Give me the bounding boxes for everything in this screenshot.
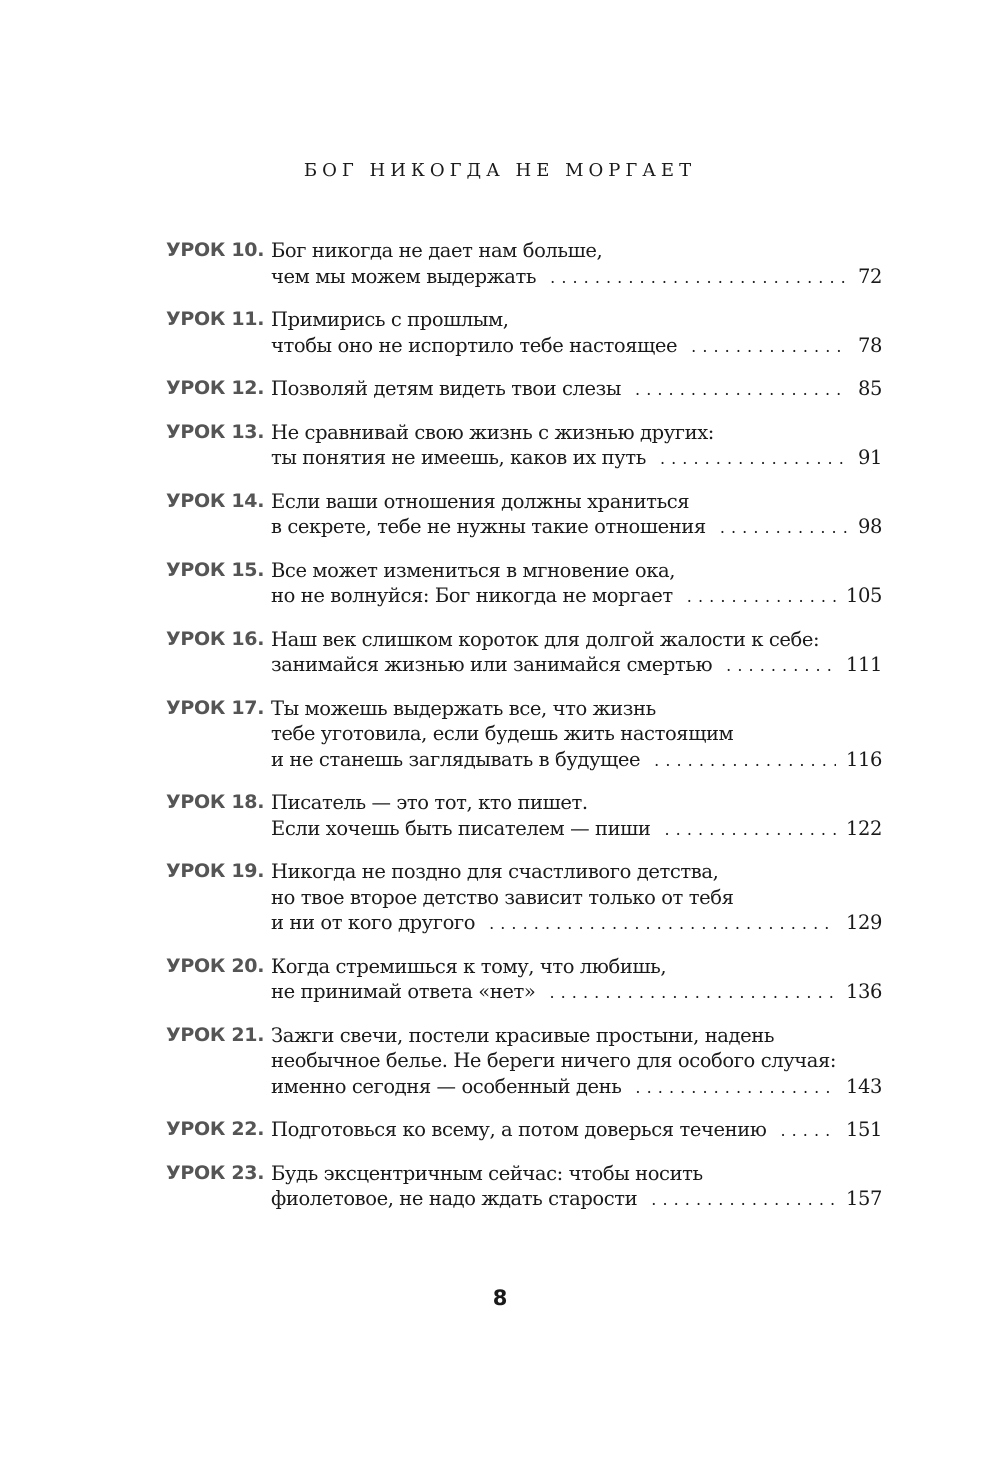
entry-title-line: [271, 1074, 882, 1101]
toc-entry: [166, 859, 882, 937]
dot-leader: [651, 1187, 836, 1213]
lesson-label: УРОК 21.: [166, 1023, 265, 1046]
lesson-label: УРОК 19.: [166, 860, 265, 882]
entry-title-text: но не волнуйся: Бог никогда не моргает: [271, 584, 673, 607]
entry-page-number: 122: [845, 816, 882, 840]
entry-title-line: [271, 1186, 882, 1213]
toc-entry: [166, 1117, 882, 1144]
dot-leader: [635, 377, 848, 403]
entry-title-line: [271, 583, 882, 610]
entry-title-text: не принимай ответа «нет»: [271, 980, 536, 1003]
entry-page-number: 105: [845, 584, 882, 607]
entry-title-text: Подготовься ко всему, а потом доверься течению: [271, 1118, 767, 1141]
toc-entry: [166, 1023, 882, 1101]
entry-page-number: 136: [845, 980, 882, 1003]
entry-title-line: необычное белье. Не береги ничего для особого случая:: [271, 1049, 837, 1072]
entry-title-text: и не станешь заглядывать в будущее: [271, 747, 641, 771]
entry-title-line: [271, 816, 882, 843]
dot-leader: [726, 653, 836, 679]
entry-title-line: [271, 747, 882, 774]
lesson-label: УРОК 20.: [166, 954, 265, 977]
entry-title-line: Все может измениться в мгновение ока,: [271, 558, 676, 582]
lesson-label: УРОК 14.: [166, 489, 265, 512]
entry-title-line: [271, 376, 882, 403]
toc-entry: [166, 954, 882, 1006]
entry-title-line: Зажги свечи, постели красивые простыни, надень: [271, 1023, 775, 1047]
lesson-label: УРОК 17.: [166, 696, 265, 719]
lesson-label: УРОК 18.: [166, 791, 265, 813]
entry-page-number: 151: [845, 1118, 882, 1141]
entry-title-line: Наш век слишком короток для долгой жалости к себе:: [271, 627, 820, 651]
entry-title-text: фиолетовое, не надо ждать старости: [271, 1187, 638, 1210]
toc-entry: [166, 558, 882, 610]
dot-leader: [635, 1075, 836, 1101]
toc-entry: [166, 627, 882, 679]
entry-title-line: Писатель — это тот, кто пишет.: [271, 791, 588, 814]
dot-leader: [691, 334, 848, 360]
dot-leader: [687, 584, 836, 610]
lesson-label: УРОК 11.: [166, 308, 265, 330]
entry-page-number: 143: [845, 1074, 882, 1098]
running-head: БОГ НИКОГДА НЕ МОРГАЕТ: [303, 160, 697, 181]
dot-leader: [654, 748, 836, 774]
toc-entry: [166, 790, 882, 842]
entry-title-text: Позволяй детям видеть твои слезы: [271, 377, 622, 400]
dot-leader: [780, 1118, 836, 1144]
entry-title-line: [271, 445, 882, 472]
entry-title-line: Будь эксцентричным сейчас: чтобы носить: [271, 1161, 703, 1185]
entry-title-text: в секрете, тебе не нужны такие отношения: [271, 515, 706, 538]
entry-title-line: [271, 264, 882, 291]
entry-title-line: [271, 652, 882, 679]
entry-title-line: но твое второе детство зависит только от тебя: [271, 885, 734, 909]
lesson-label: УРОК 12.: [166, 377, 265, 399]
lesson-label: УРОК 16.: [166, 627, 265, 650]
entry-title-line: Никогда не поздно для счастливого детства,: [271, 860, 719, 883]
entry-title-line: [271, 333, 882, 360]
table-of-contents: [166, 238, 882, 1230]
entry-title-line: Когда стремишься к тому, что любишь,: [271, 954, 667, 978]
entry-page-number: 116: [845, 747, 882, 771]
lesson-label: УРОК 10.: [166, 239, 265, 261]
entry-title-line: Примирись с прошлым,: [271, 308, 509, 331]
entry-title-text: чтобы оно не испортило тебе настоящее: [271, 333, 678, 357]
entry-title-text: и ни от кого другого: [271, 911, 476, 934]
toc-entry: [166, 1161, 882, 1213]
page-number: 8: [492, 1286, 508, 1310]
toc-entry: [166, 238, 882, 290]
toc-entry: [166, 307, 882, 359]
entry-page-number: 129: [845, 911, 882, 934]
entry-title-line: [271, 1117, 882, 1144]
entry-page-number: 157: [845, 1187, 882, 1210]
dot-leader: [665, 817, 836, 843]
toc-entry: [166, 696, 882, 774]
dot-leader: [720, 515, 848, 541]
toc-entry: [166, 420, 882, 472]
dot-leader: [489, 911, 836, 937]
toc-entry: [166, 376, 882, 403]
entry-title-line: [271, 514, 882, 541]
entry-title-text: чем мы можем выдержать: [271, 264, 537, 288]
entry-title-line: Бог никогда не дает нам больше,: [271, 239, 603, 262]
entry-page-number: 91: [857, 446, 882, 469]
dot-leader: [550, 265, 848, 291]
entry-title-text: Если хочешь быть писателем — пиши: [271, 816, 651, 840]
lesson-label: УРОК 22.: [166, 1118, 265, 1140]
entry-title-text: ты понятия не имеешь, каков их путь: [271, 446, 646, 469]
lesson-label: УРОК 23.: [166, 1161, 265, 1184]
entry-page-number: 98: [857, 515, 882, 538]
entry-page-number: 85: [857, 377, 882, 400]
entry-page-number: 111: [845, 653, 882, 676]
entry-page-number: 78: [857, 333, 882, 357]
entry-title-line: [271, 979, 882, 1006]
entry-title-line: тебе уготовила, если будешь жить настоящим: [271, 722, 734, 745]
entry-title-text: занимайся жизнью или занимайся смертью: [271, 653, 713, 676]
entry-title-text: именно сегодня — особенный день: [271, 1074, 622, 1098]
lesson-label: УРОК 13.: [166, 420, 265, 443]
entry-title-line: Ты можешь выдержать все, что жизнь: [271, 696, 656, 720]
entry-title-line: Если ваши отношения должны храниться: [271, 489, 690, 513]
dot-leader: [549, 980, 836, 1006]
entry-page-number: 72: [857, 264, 882, 288]
lesson-label: УРОК 15.: [166, 558, 265, 581]
toc-entry: [166, 489, 882, 541]
entry-title-line: Не сравнивай свою жизнь с жизнью других:: [271, 420, 714, 444]
entry-title-line: [271, 910, 882, 937]
dot-leader: [660, 446, 848, 472]
